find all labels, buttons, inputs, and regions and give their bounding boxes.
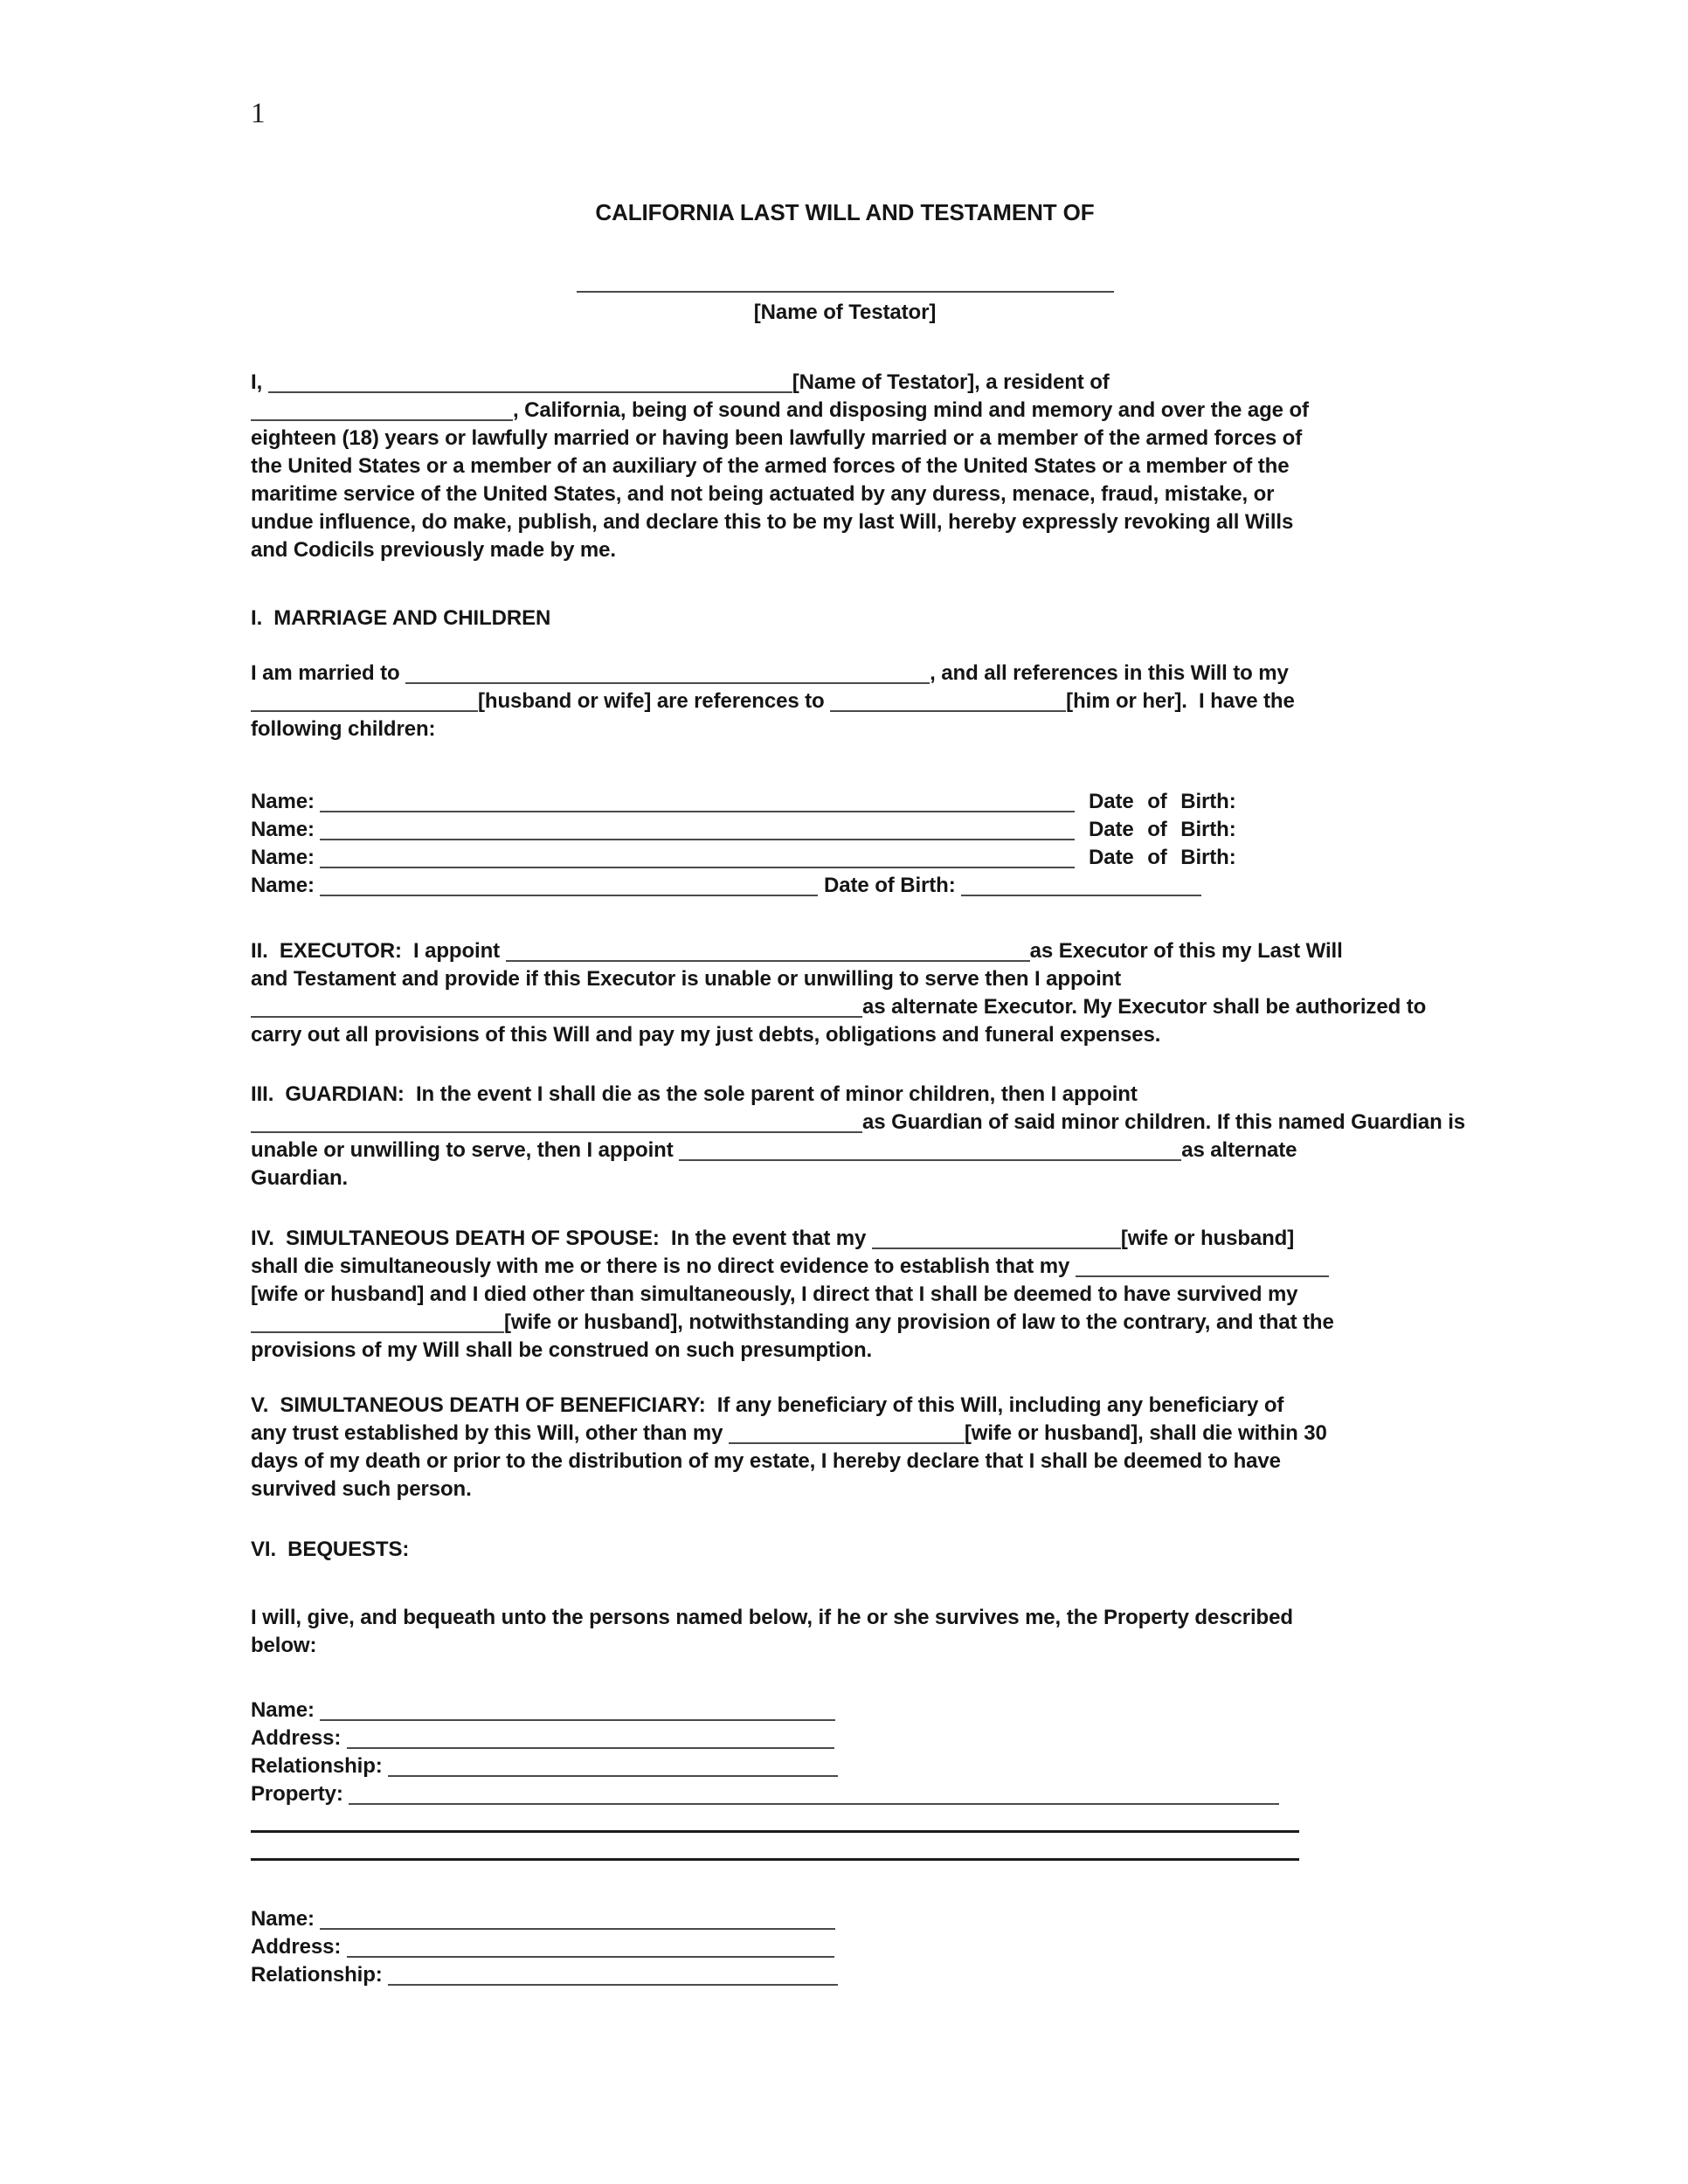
- text-line: [251, 198, 1439, 226]
- text-line: [251, 1253, 1439, 1281]
- text-line: [251, 1309, 1439, 1337]
- text-run: Name:: [251, 846, 321, 869]
- blank-field: [872, 1248, 1121, 1249]
- text-line: [251, 1808, 1439, 1836]
- text-line: [251, 788, 1439, 816]
- text-line: [251, 1536, 1439, 1564]
- blank-field: [320, 867, 1075, 868]
- text-line: [251, 1109, 1466, 1137]
- text-run: Date of Birth:: [1075, 846, 1236, 869]
- text-line: [251, 299, 1439, 327]
- text-run: VI. BEQUESTS:: [251, 1538, 410, 1561]
- text-run: as alternate: [1181, 1138, 1297, 1162]
- bequest-block-2: [251, 1905, 1439, 1989]
- blank-field: [251, 1331, 504, 1333]
- page-number: 1: [251, 98, 266, 129]
- text-run: III. GUARDIAN: In the event I shall die as the sole parent of minor children, then I appoint: [251, 1082, 1138, 1106]
- blank-field: [268, 391, 792, 393]
- text-line: [251, 1933, 1439, 1961]
- text-run: the United States or a member of an auxiliary of the armed forces of the United States or a member of the: [251, 454, 1290, 478]
- text-run: [wife or husband], shall die within 30: [964, 1421, 1327, 1445]
- text-run: Guardian.: [251, 1166, 349, 1190]
- blank-field: [388, 1775, 838, 1777]
- text-run: [wife or husband] and I died other than simultaneously, I direct that I shall be deemed to have survived my: [251, 1282, 1298, 1306]
- text-run: undue influence, do make, publish, and declare this to be my last Will, hereby expressly revoking all Wills: [251, 510, 1294, 534]
- text-run: Name:: [251, 1907, 321, 1931]
- text-line: [251, 605, 1439, 632]
- text-line: [251, 425, 1439, 453]
- text-line: [251, 1448, 1439, 1476]
- text-run: as Executor of this my Last Will: [1029, 939, 1343, 963]
- text-line: [251, 1724, 1439, 1752]
- text-line: [251, 844, 1439, 872]
- text-run: V. SIMULTANEOUS DEATH OF BENEFICIARY: If any beneficiary of this Will, including any beneficiary of: [251, 1393, 1284, 1417]
- blank-field: [320, 895, 818, 896]
- text-run: Property:: [251, 1782, 349, 1806]
- text-run: maritime service of the United States, and not being actuated by any duress, menace, fraud, mistake, or: [251, 482, 1275, 506]
- blank-field: [251, 1016, 862, 1018]
- blank-field: [320, 811, 1075, 812]
- text-run: days of my death or prior to the distribution of my estate, I hereby declare that I shall be deemed to have: [251, 1449, 1281, 1473]
- text-run: survived such person.: [251, 1477, 472, 1501]
- blank-field: [405, 682, 930, 684]
- text-line: [251, 268, 1439, 296]
- text-line: [251, 1021, 1439, 1049]
- text-run: and Testament and provide if this Executor is unable or unwilling to serve then I appoint: [251, 967, 1122, 991]
- text-line: [251, 688, 1439, 715]
- text-run: Address:: [251, 1935, 347, 1959]
- text-run: , California, being of sound and disposing mind and memory and over the age of: [513, 398, 1309, 422]
- bequests-intro-paragraph: [251, 1604, 1439, 1660]
- blank-field: [830, 710, 1066, 712]
- bequest-block-1: [251, 1697, 1439, 1864]
- text-run: Date of Birth:: [818, 874, 962, 897]
- text-run: below:: [251, 1634, 317, 1657]
- text-line: [251, 536, 1439, 564]
- text-line: [251, 937, 1439, 965]
- blank-field: [577, 291, 1114, 293]
- text-run: any trust established by this Will, other than my: [251, 1421, 729, 1445]
- section-heading-marriage-and-children: [251, 605, 1439, 632]
- text-line: [251, 1081, 1439, 1109]
- text-run: [wife or husband], notwithstanding any provision of law to the contrary, and that the: [504, 1310, 1334, 1334]
- text-run: Name:: [251, 1698, 321, 1722]
- text-run: Date of Birth:: [1075, 818, 1236, 841]
- text-run: Relationship:: [251, 1754, 389, 1778]
- text-run: Name:: [251, 818, 321, 841]
- text-line: [251, 1225, 1439, 1253]
- text-line: [251, 1752, 1439, 1780]
- blank-field: [320, 839, 1075, 840]
- text-line: [251, 1281, 1439, 1309]
- document-title: [251, 198, 1439, 226]
- section-heading-bequests: [251, 1536, 1439, 1564]
- text-line: [251, 1604, 1439, 1632]
- text-line: [251, 1137, 1439, 1165]
- text-line: [251, 993, 1439, 1021]
- text-run: and Codicils previously made by me.: [251, 538, 616, 562]
- text-run: I am married to: [251, 661, 406, 685]
- text-run: shall die simultaneously with me or there is no direct evidence to establish that my: [251, 1254, 1076, 1278]
- text-line: [251, 453, 1439, 480]
- blank-field: [679, 1159, 1181, 1161]
- blank-field: [388, 1984, 838, 1986]
- text-line: [251, 1961, 1439, 1989]
- text-line: [251, 1476, 1439, 1503]
- text-line: [251, 872, 1439, 900]
- blank-field: [347, 1956, 834, 1958]
- text-run: CALIFORNIA LAST WILL AND TESTAMENT OF: [595, 199, 1095, 225]
- text-run: [wife or husband]: [1120, 1227, 1295, 1250]
- text-run: [husband or wife] are references to: [478, 689, 831, 713]
- section-simultaneous-death-of-spouse-paragraph: [251, 1225, 1439, 1365]
- text-run: carry out all provisions of this Will and pay my just debts, obligations and funeral expenses.: [251, 1023, 1161, 1047]
- text-line: [251, 965, 1439, 993]
- section-guardian-paragraph: [251, 1081, 1466, 1192]
- text-line: [251, 816, 1439, 844]
- testator-signature-line: [251, 268, 1439, 296]
- text-line: [251, 1780, 1439, 1808]
- text-run: [Name of Testator]: [753, 301, 937, 324]
- blank-field: [347, 1747, 834, 1749]
- text-run: unable or unwilling to serve, then I appoint: [251, 1138, 680, 1162]
- blank-field: [251, 1131, 862, 1133]
- text-run: Name:: [251, 790, 321, 813]
- section-executor-paragraph: [251, 937, 1439, 1049]
- section-simultaneous-death-of-beneficiary-paragraph: [251, 1392, 1439, 1503]
- text-line: [251, 715, 1439, 743]
- text-line: [251, 508, 1439, 536]
- text-line: [251, 1420, 1439, 1448]
- text-line: [251, 1905, 1439, 1933]
- text-run: eighteen (18) years or lawfully married or having been lawfully married or a member of the armed forces of: [251, 426, 1303, 450]
- text-line: [251, 1165, 1439, 1192]
- blank-field: [506, 960, 1030, 962]
- text-run: , and all references in this Will to my: [930, 661, 1289, 685]
- text-line: [251, 660, 1439, 688]
- text-line: [251, 1337, 1439, 1365]
- text-line: [251, 1392, 1439, 1420]
- text-line: [251, 397, 1439, 425]
- text-run: I will, give, and bequeath unto the persons named below, if he or she survives me, the Property described: [251, 1606, 1293, 1629]
- blank-field: [251, 419, 513, 421]
- text-run: I,: [251, 370, 268, 394]
- blank-field: [1076, 1275, 1329, 1277]
- text-run: [Name of Testator], a resident of: [792, 370, 1110, 394]
- text-run: II. EXECUTOR: I appoint: [251, 939, 506, 963]
- blank-field: [729, 1442, 965, 1444]
- text-line: [251, 1697, 1439, 1724]
- text-run: as alternate Executor. My Executor shall be authorized to: [862, 995, 1427, 1019]
- text-line: [251, 369, 1439, 397]
- text-line: [251, 1836, 1439, 1864]
- blank-field: [961, 895, 1201, 896]
- text-run: Relationship:: [251, 1963, 389, 1987]
- blank-field: [251, 710, 478, 712]
- opening-declaration-paragraph: [251, 369, 1439, 564]
- text-run: Name:: [251, 874, 321, 897]
- text-run: Date of Birth:: [1075, 790, 1236, 813]
- testator-caption: [251, 299, 1439, 327]
- text-run: IV. SIMULTANEOUS DEATH OF SPOUSE: In the event that my: [251, 1227, 872, 1250]
- text-line: [251, 480, 1439, 508]
- fill-line: [251, 1858, 1299, 1861]
- text-run: I. MARRIAGE AND CHILDREN: [251, 606, 551, 630]
- blank-field: [320, 1928, 835, 1930]
- text-run: [him or her]. I have the: [1066, 689, 1295, 713]
- blank-field: [320, 1719, 835, 1721]
- marriage-paragraph: [251, 660, 1439, 743]
- document-content: [251, 0, 1466, 1989]
- text-run: provisions of my Will shall be construed on such presumption.: [251, 1338, 873, 1362]
- blank-field: [349, 1803, 1279, 1805]
- fill-line: [251, 1830, 1299, 1833]
- children-list: [251, 788, 1439, 900]
- text-run: as Guardian of said minor children. If this named Guardian is: [862, 1110, 1466, 1134]
- text-run: following children:: [251, 717, 436, 741]
- text-line: [251, 1632, 1439, 1660]
- text-run: Address:: [251, 1726, 347, 1750]
